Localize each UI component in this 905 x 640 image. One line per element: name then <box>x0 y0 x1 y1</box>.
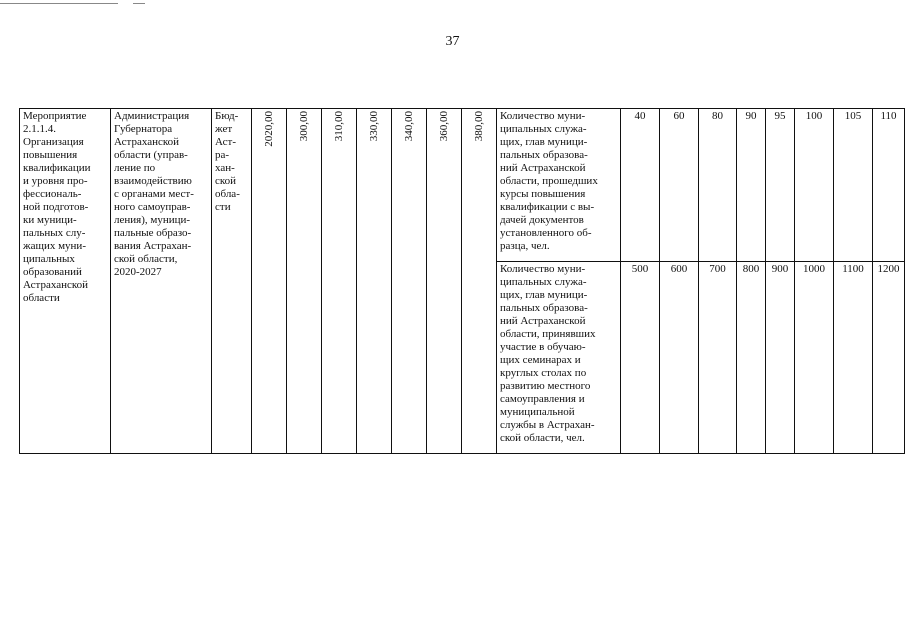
indicator-value-cell: 800 <box>737 262 766 454</box>
funding-value: 310,00 <box>333 111 345 142</box>
funding-value: 2020,00 <box>263 111 275 147</box>
indicator-value-cell: 1200 <box>873 262 905 454</box>
table-row <box>20 109 905 262</box>
funding-value: 330,00 <box>368 111 380 142</box>
funding-value: 300,00 <box>298 111 310 142</box>
funding-value: 360,00 <box>438 111 450 142</box>
indicator-value-cell: 60 <box>660 109 699 262</box>
indicator-value-cell: 500 <box>621 262 660 454</box>
indicator-name-cell: Количество муни- ципальных служа- щих, глав муници- пальных образова- ний Астраханской области, прошедших курсы повышения квалификации с вы- дачей документов установленного об- разца, чел. <box>497 109 621 262</box>
indicator-value-cell: 40 <box>621 109 660 262</box>
indicator-value-cell: 80 <box>699 109 737 262</box>
indicator-value-cell: 110 <box>873 109 905 262</box>
indicator-value-cell: 700 <box>699 262 737 454</box>
funding-total-cell <box>252 109 287 454</box>
scan-artifact-line-short <box>133 3 145 4</box>
indicator-value-cell: 600 <box>660 262 699 454</box>
executor-cell: Администрация Губернатора Астраханской области (управ- ление по взаимодействию с органами мест- ного самоуправ- ления), муници- пальные образо- вания Астрахан- ской области, 2020-2027 <box>111 109 212 454</box>
funding-value: 380,00 <box>473 111 485 142</box>
indicator-value-cell: 1100 <box>834 262 873 454</box>
scan-artifact-line <box>0 3 118 4</box>
funding-year-cell <box>322 109 357 454</box>
funding-value: 340,00 <box>403 111 415 142</box>
indicator-value-cell: 105 <box>834 109 873 262</box>
funding-source-cell: Бюд- жет Аст- ра- хан- ской обла- сти <box>212 109 252 454</box>
funding-year-cell <box>357 109 392 454</box>
indicator-value-cell: 95 <box>766 109 795 262</box>
indicator-value-cell: 100 <box>795 109 834 262</box>
indicator-value-cell: 900 <box>766 262 795 454</box>
activity-cell: Мероприятие 2.1.1.4. Организация повышения квалификации и уровня про- фессиональ- ной подготов- ки муници- пальных слу- жащих муни- ципальных образований Астраханской области <box>20 109 111 454</box>
funding-year-cell <box>462 109 497 454</box>
indicator-value-cell: 90 <box>737 109 766 262</box>
funding-year-cell <box>287 109 322 454</box>
program-activities-table <box>19 108 905 454</box>
page-number: 37 <box>445 34 460 49</box>
funding-year-cell <box>427 109 462 454</box>
indicator-value-cell: 1000 <box>795 262 834 454</box>
funding-year-cell <box>392 109 427 454</box>
indicator-name-cell: Количество муни- ципальных служа- щих, глав муници- пальных образова- ний Астраханской области, принявших участие в обучаю- щих семинарах и круглых столах по развитию местного самоуправления и муниципальной службы в Астрахан- ской области, чел. <box>497 262 621 454</box>
